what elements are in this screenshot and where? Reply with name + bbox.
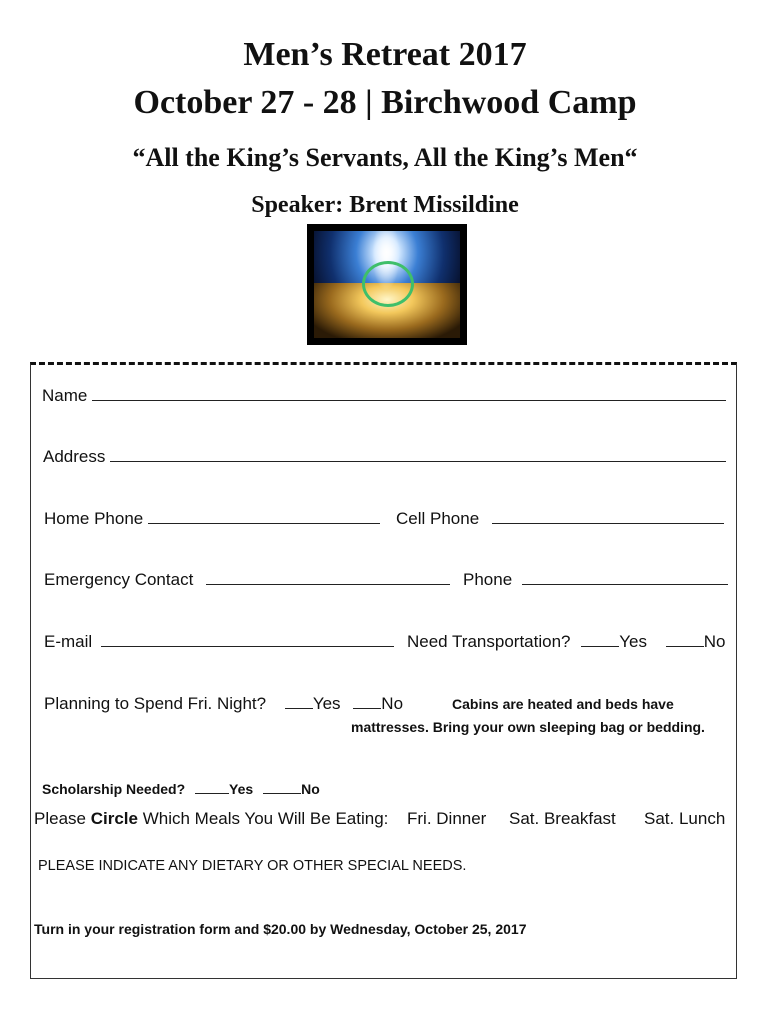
friday-row (44, 694, 403, 714)
emergency-contact-field[interactable] (206, 570, 450, 585)
emergency-phone-field[interactable] (522, 570, 728, 585)
scholarship-no-label: No (301, 781, 320, 797)
emergency-row (44, 570, 450, 590)
phone-label: Phone (463, 570, 513, 589)
scholarship-yes-label: Yes (229, 781, 254, 797)
address-row (43, 447, 726, 467)
cabins-note-line-2: mattresses. Bring your own sleeping bag or bedding. (351, 719, 705, 735)
deadline-note: Turn in your registration form and $20.00 by Wednesday, October 25, 2017 (34, 921, 527, 937)
home-phone-label: Home Phone (44, 509, 144, 528)
name-row (42, 386, 726, 406)
emergency-contact-label: Emergency Contact (44, 570, 194, 589)
scholarship-row (42, 781, 320, 797)
address-field[interactable] (110, 447, 726, 462)
meal-sat-breakfast[interactable]: Sat. Breakfast (509, 809, 616, 828)
emergency-phone-row (463, 570, 728, 590)
meals-prefix: Please (34, 809, 86, 828)
date-location: October 27 - 28 | Birchwood Camp (133, 84, 637, 121)
scholarship-yes-blank[interactable] (195, 781, 229, 794)
scholarship-label: Scholarship Needed? (42, 781, 186, 797)
cell-phone-row (396, 509, 724, 529)
address-label: Address (43, 447, 106, 466)
transport-no-blank[interactable] (666, 632, 704, 647)
friday-yes-blank[interactable] (285, 694, 313, 709)
meals-circle-word: Circle (90, 809, 138, 828)
meal-fri-dinner[interactable]: Fri. Dinner (407, 809, 487, 828)
friday-label: Planning to Spend Fri. Night? (44, 694, 267, 713)
meals-row (34, 809, 388, 829)
cell-phone-field[interactable] (492, 509, 724, 524)
throne-room-image (307, 224, 467, 345)
scholarship-no-blank[interactable] (263, 781, 301, 794)
transport-yes-label: Yes (619, 632, 647, 651)
email-field[interactable] (101, 632, 394, 647)
name-field[interactable] (92, 386, 726, 401)
transport-label: Need Transportation? (407, 632, 571, 651)
transport-yes-blank[interactable] (581, 632, 619, 647)
name-label: Name (42, 386, 88, 405)
cell-phone-label: Cell Phone (396, 509, 480, 528)
transport-row (407, 632, 725, 652)
meal-sat-lunch[interactable]: Sat. Lunch (644, 809, 726, 828)
email-row (44, 632, 394, 652)
friday-no-label: No (381, 694, 404, 713)
meals-suffix: Which Meals You Will Be Eating: (142, 809, 389, 828)
dietary-note: PLEASE INDICATE ANY DIETARY OR OTHER SPECIAL NEEDS. (38, 858, 467, 874)
friday-yes-label: Yes (312, 694, 341, 713)
friday-no-blank[interactable] (353, 694, 381, 709)
email-label: E-mail (44, 632, 93, 651)
transport-no-label: No (703, 632, 726, 651)
speaker-name: Speaker: Brent Missildine (251, 192, 519, 218)
home-phone-field[interactable] (148, 509, 380, 524)
cabins-note-line-1: Cabins are heated and beds have (452, 696, 674, 712)
home-phone-row (44, 509, 380, 529)
retreat-title: Men’s Retreat 2017 (243, 36, 527, 73)
retreat-theme: “All the King’s Servants, All the King’s Men“ (132, 143, 638, 172)
